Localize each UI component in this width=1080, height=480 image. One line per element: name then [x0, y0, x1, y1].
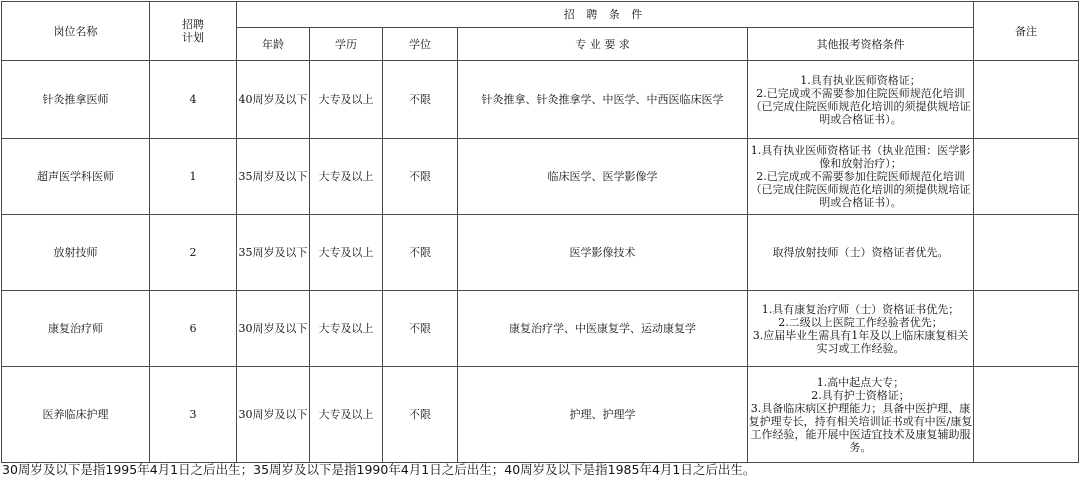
cell-degree: 不限: [383, 61, 458, 139]
cell-position: 超声医学科医师: [2, 139, 150, 215]
cell-age: 40周岁及以下: [237, 61, 310, 139]
table-row: [2, 291, 1079, 367]
recruitment-table: [1, 1, 1079, 463]
cell-position: 康复治疗师: [2, 291, 150, 367]
header-position-name: 岗位名称: [2, 2, 150, 61]
cell-degree: 不限: [383, 367, 458, 463]
cell-degree: 不限: [383, 215, 458, 291]
cell-major: 针灸推拿、针灸推拿学、中医学、中西医临床医学: [458, 61, 748, 139]
header-other: 其他报考资格条件: [748, 28, 974, 61]
header-plan: [150, 2, 237, 61]
table-row: [2, 367, 1079, 463]
condition-line: 2.已完成或不需要参加住院医师规范化培训（已完成住院医师规范化培训的须提供规培证明或合格证书）。: [750, 86, 971, 126]
cell-position: 放射技师: [2, 215, 150, 291]
cell-other: [748, 291, 974, 367]
cell-education: 大专及以上: [310, 61, 383, 139]
header-plan-line2: 计划: [182, 31, 204, 44]
cell-major: 临床医学、医学影像学: [458, 139, 748, 215]
condition-line: 取得放射技师（士）资格证者优先。: [772, 246, 949, 259]
cell-remarks: [974, 61, 1079, 139]
cell-education: 大专及以上: [310, 367, 383, 463]
cell-major: 护理、护理学: [458, 367, 748, 463]
condition-line: 3.具备临床病区护理能力；具备中医护理、康复护理专长，持有相关培训证书或有中医/康复工作经验，能开展中医适宜技术及康复辅助服务。: [748, 401, 973, 454]
cell-degree: 不限: [383, 291, 458, 367]
cell-plan: 4: [150, 61, 237, 139]
cell-other: [748, 215, 974, 291]
table-row: [2, 139, 1079, 215]
condition-line: 1.具有康复治疗师（士）资格证书优先；: [761, 302, 960, 316]
cell-remarks: [974, 291, 1079, 367]
header-remarks: 备注: [974, 2, 1079, 61]
header-plan-line1: 招聘: [182, 18, 204, 31]
condition-line: 2.二级以上医院工作经验者优先；: [778, 315, 943, 329]
cell-age: 30周岁及以下: [237, 367, 310, 463]
cell-position: 医养临床护理: [2, 367, 150, 463]
cell-remarks: [974, 139, 1079, 215]
cell-other: [748, 139, 974, 215]
cell-plan: 2: [150, 215, 237, 291]
cell-degree: 不限: [383, 139, 458, 215]
cell-age: 30周岁及以下: [237, 291, 310, 367]
header-degree: 学位: [383, 28, 458, 61]
header-conditions-group: 招 聘 条 件: [237, 2, 974, 28]
cell-remarks: [974, 367, 1079, 463]
header-age: 年龄: [237, 28, 310, 61]
table-row: [2, 61, 1079, 139]
header-major: 专 业 要 求: [458, 28, 748, 61]
cell-education: 大专及以上: [310, 215, 383, 291]
cell-remarks: [974, 215, 1079, 291]
age-footnote: 30周岁及以下是指1995年4月1日之后出生；35周岁及以下是指1990年4月1日之后出生；40周岁及以下是指1985年4月1日之后出生。: [2, 462, 756, 477]
condition-line: 1.高中起点大专；: [816, 375, 905, 389]
condition-line: 2.具有护士资格证；: [811, 388, 910, 402]
cell-plan: 1: [150, 139, 237, 215]
condition-line: 1.具有执业医师资格证；: [800, 73, 921, 87]
cell-education: 大专及以上: [310, 291, 383, 367]
table-row: [2, 215, 1079, 291]
cell-age: 35周岁及以下: [237, 215, 310, 291]
cell-plan: 3: [150, 367, 237, 463]
cell-other: [748, 367, 974, 463]
cell-plan: 6: [150, 291, 237, 367]
cell-age: 35周岁及以下: [237, 139, 310, 215]
cell-major: 康复治疗学、中医康复学、运动康复学: [458, 291, 748, 367]
cell-education: 大专及以上: [310, 139, 383, 215]
header-education: 学历: [310, 28, 383, 61]
cell-position: 针灸推拿医师: [2, 61, 150, 139]
condition-line: 2.已完成或不需要参加住院医师规范化培训（已完成住院医师规范化培训的须提供规培证明或合格证书）。: [750, 170, 971, 209]
condition-line: 3.应届毕业生需具有1年及以上临床康复相关实习或工作经验。: [752, 328, 969, 355]
condition-line: 1.具有执业医师资格证书（执业范围：医学影像和放射治疗）；: [750, 144, 971, 170]
cell-other: [748, 61, 974, 139]
cell-major: 医学影像技术: [458, 215, 748, 291]
